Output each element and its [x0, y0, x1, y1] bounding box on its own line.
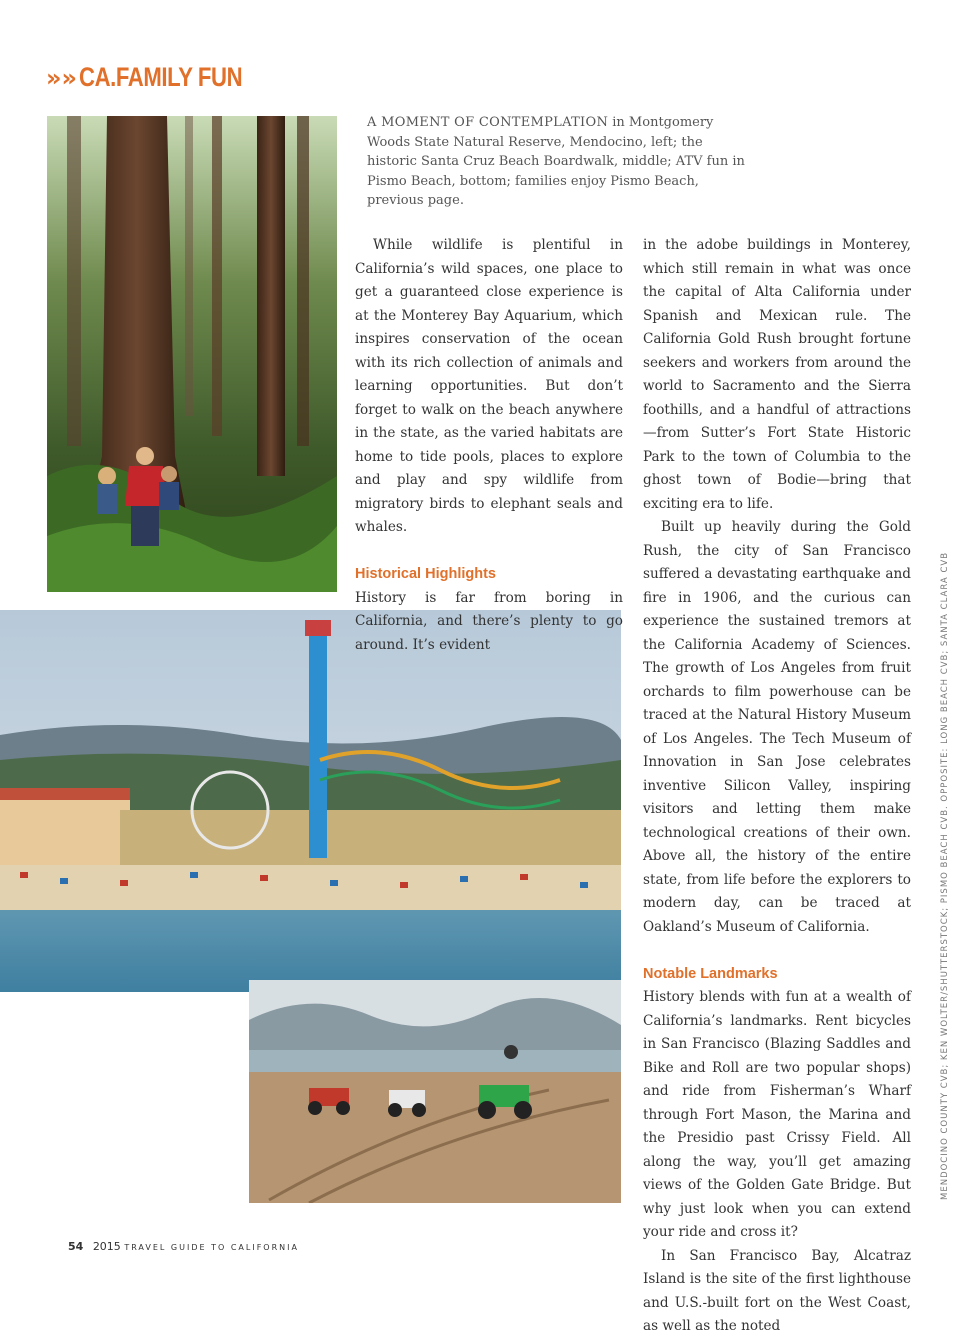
page-number: 54 — [68, 1240, 84, 1253]
boardwalk-photo — [0, 610, 621, 992]
photo-caption — [367, 113, 747, 211]
paragraph: in the adobe buildings in Monterey, which still remain in what was once the capital of Alta California under Spanish and Mexican rule. The California Gold Rush brought fortune seekers and workers from around the world to Sacramento and the Sierra foothills, and a handful of attractions—from Sutter’s Fort State Historic Park to the town of Columbia to the ghost town of Bodie—bring that exciting era to life. — [643, 237, 911, 512]
atv-beach-photo — [249, 980, 621, 1203]
footer-year: 2015 — [92, 1240, 121, 1253]
redwood-forest-photo — [47, 116, 337, 592]
paragraph: History blends with fun at a wealth of California’s landmarks. Rent bicycles in San Francisco (Blazing Saddles and Bike and Roll are two popular shops) and ride from Fisherman’s Wharf through Fort Mason, the Marina and the Presidio past Crissy Field. All along the way, you’ll get amazing views of the Golden Gate Bridge. But why just look when you can extend your ride and cross it? — [643, 989, 911, 1240]
chevrons-icon: » — [46, 63, 58, 92]
section-title: CA.FAMILY FUN — [79, 62, 243, 92]
page-footer — [68, 1240, 299, 1253]
section-header — [46, 62, 278, 93]
subheading-historical-highlights: Historical Highlights — [355, 566, 496, 582]
footer-guide-title: TRAVEL GUIDE TO CALIFORNIA — [124, 1243, 299, 1252]
subheading-notable-landmarks: Notable Landmarks — [643, 965, 778, 982]
paragraph: History is far from boring in California, and there’s plenty to go around. It’s evident — [355, 589, 623, 653]
paragraph: Built up heavily during the Gold Rush, the city of San Francisco suffered a devastating earthquake and fire in 1906, and the curious can experience the sustained tremors at the California Academy of Sciences. The growth of Los Angeles from fruit orchards to film powerhouse can be traced at the Natural History Museum of Los Angeles. The Tech Museum of Innovation in San Jose celebrates inventive Silicon Valley, inspiring visitors and letting them make technological creations of their own. Above all, the history of the entire state, from life before the explorers to modern day, can be traced at Oakland’s Museum of California. — [643, 519, 911, 935]
paragraph: While wildlife is plentiful in California’s wild spaces, one place to get a guaranteed close experience is at the Monterey Bay Aquarium, which inspires conservation of the ocean with its rich collection of animals and learning opportunities. But don’t forget to walk on the beach anywhere in the state, as the varied habitats are home to tide pools, places to explore and play and spy wildlife from migratory birds to elephant seals and whales. — [355, 237, 623, 535]
photo-credit: MENDOCINO COUNTY CVB; KEN WOLTER/SHUTTERSTOCK; PISMO BEACH CVB. OPPOSITE: LONG BEACH CVB; SANTA CLARA CVB — [940, 551, 950, 1200]
caption-lead: A MOMENT OF CONTEMPLATION — [367, 115, 609, 130]
paragraph: In San Francisco Bay, Alcatraz Island is the site of the first lighthouse and U.S.-built fort on the West Coast, as well as the noted — [643, 1247, 911, 1334]
text-column-2 — [643, 234, 911, 1339]
chevrons-icon-2: » — [61, 63, 74, 92]
caption-text: in Montgomery Woods State Natural Reserve, Mendocino, left; the historic Santa Cruz Beach Boardwalk, middle; ATV fun in Pismo Beach, bottom; families enjoy Pismo Beach, previous page. — [367, 115, 745, 208]
text-column-1 — [355, 234, 623, 657]
